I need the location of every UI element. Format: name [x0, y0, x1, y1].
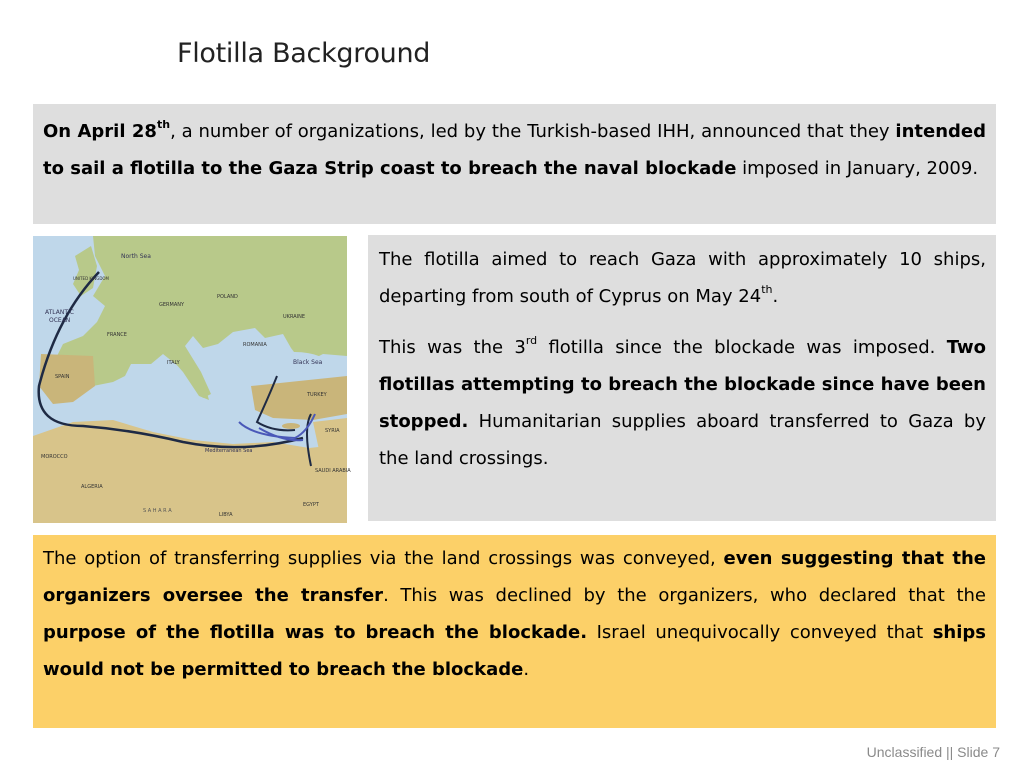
intro-text-box [33, 104, 996, 224]
label-turkey: TURKEY [307, 392, 327, 398]
details-paragraph-2: This was the 3rd flotilla since the blockade was imposed. Two flotillas attempting to breach the blockade since have been stopped. Humanitarian supplies aboard transferred to Gaza by the land crossings. [379, 334, 986, 469]
intro-text-end: imposed in January, 2009. [736, 158, 979, 179]
intro-text: , a number of organizations, led by the Turkish-based IHH, announced that they [170, 121, 896, 142]
label-poland: POLAND [217, 294, 238, 300]
label-uk: UNITED KINGDOM [73, 276, 109, 281]
label-saudi: SAUDI ARABIA [315, 468, 351, 474]
label-egypt: EGYPT [303, 502, 319, 508]
label-italy: ITALY [167, 360, 180, 366]
flotilla-details-box [368, 235, 996, 521]
label-sahara: S A H A R A [143, 508, 172, 514]
label-france: FRANCE [107, 332, 127, 338]
label-med-sea: Mediterranean Sea [205, 448, 253, 454]
slide-footer: Unclassified || Slide 7 [866, 744, 1000, 760]
label-syria: SYRIA [325, 428, 340, 434]
label-algeria: ALGERIA [81, 484, 103, 490]
label-romania: ROMANIA [243, 342, 267, 348]
label-ocean: OCEAN [49, 317, 71, 324]
label-black-sea: Black Sea [293, 359, 323, 366]
label-north-sea: North Sea [121, 253, 151, 260]
intro-date: On April 28th [43, 118, 171, 142]
label-libya: LIBYA [219, 512, 233, 518]
flotilla-route-map [33, 236, 351, 523]
land-crossing-box: The option of transferring supplies via the land crossings was conveyed, even suggesting that the organizers oversee the transfer. This was declined by the organizers, who declared that the purpose of the flotilla was to breach the blockade. Israel unequivocally conveyed that ships would not be permitted to breach the blockade. [33, 535, 996, 728]
label-germany: GERMANY [159, 302, 185, 308]
slide-title: Flotilla Background [177, 38, 431, 69]
intro-emphasis: intended to sail a flotilla to the Gaza Strip coast to breach the naval blockade [43, 121, 987, 179]
label-atlantic: ATLANTIC [45, 309, 75, 316]
details-paragraph-1: The flotilla aimed to reach Gaza with approximately 10 ships, departing from south of Cyprus on May 24th. [379, 249, 986, 307]
label-morocco: MOROCCO [41, 454, 68, 460]
label-ukraine: UKRAINE [283, 314, 306, 320]
label-spain: SPAIN [55, 374, 70, 380]
